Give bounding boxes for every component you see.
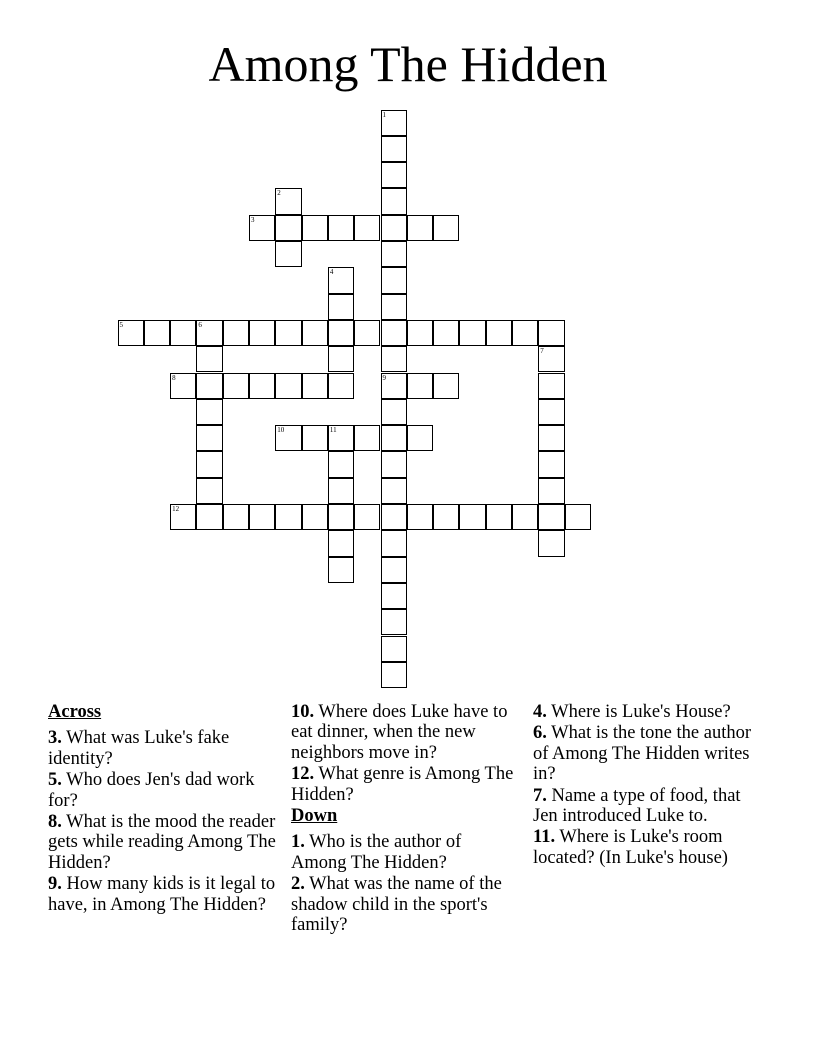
- grid-cell[interactable]: [381, 478, 407, 504]
- grid-cell[interactable]: [381, 188, 407, 214]
- grid-cell[interactable]: [381, 346, 407, 372]
- clue-number: 9: [382, 373, 386, 382]
- clue-number-label: 1.: [291, 832, 305, 853]
- grid-cell[interactable]: [538, 399, 564, 425]
- clue-number: 2: [277, 189, 281, 198]
- grid-cell[interactable]: [249, 373, 275, 399]
- grid-cell[interactable]: [170, 320, 196, 346]
- grid-cell[interactable]: [196, 399, 222, 425]
- grid-cell[interactable]: [196, 478, 222, 504]
- grid-cell[interactable]: [538, 530, 564, 556]
- grid-cell[interactable]: [538, 451, 564, 477]
- clue-text: What was the name of the shadow child in the sport's family?: [291, 874, 502, 936]
- grid-cell[interactable]: [328, 478, 354, 504]
- clue-number-label: 9.: [48, 874, 62, 895]
- clue-text: Where is Luke's room located? (In Luke's house): [533, 827, 728, 868]
- grid-cell[interactable]: [223, 320, 249, 346]
- grid-cell[interactable]: [328, 425, 354, 451]
- clue-number-label: 3.: [48, 728, 62, 749]
- grid-cell[interactable]: [275, 425, 301, 451]
- grid-cell[interactable]: [381, 215, 407, 241]
- grid-cell[interactable]: [433, 504, 459, 530]
- grid-cell[interactable]: [381, 241, 407, 267]
- grid-cell[interactable]: [249, 215, 275, 241]
- clue-column-2: [291, 702, 519, 936]
- grid-cell[interactable]: [538, 504, 564, 530]
- grid-cell[interactable]: [459, 504, 485, 530]
- clue-text: What genre is Among The Hidden?: [291, 764, 514, 805]
- clue-number: 10: [277, 426, 285, 435]
- grid-cell[interactable]: [407, 425, 433, 451]
- grid-cell[interactable]: [381, 294, 407, 320]
- clue-item: [48, 812, 276, 873]
- grid-cell[interactable]: [381, 636, 407, 662]
- grid-cell[interactable]: [328, 373, 354, 399]
- grid-cell[interactable]: [538, 373, 564, 399]
- grid-cell[interactable]: [538, 320, 564, 346]
- clue-text: What is the tone the author of Among The Hidden writes in?: [533, 723, 752, 785]
- grid-cell[interactable]: [381, 557, 407, 583]
- clue-number: 7: [540, 347, 544, 356]
- clue-number-label: 6.: [533, 723, 547, 744]
- grid-cell[interactable]: [381, 583, 407, 609]
- clue-number: 11: [329, 426, 337, 435]
- grid-cell[interactable]: [407, 215, 433, 241]
- clue-number-label: 12.: [291, 764, 315, 785]
- grid-cell[interactable]: [354, 425, 380, 451]
- grid-cell[interactable]: [275, 188, 301, 214]
- grid-cell[interactable]: [196, 451, 222, 477]
- grid-cell[interactable]: [381, 110, 407, 136]
- grid-cell[interactable]: [223, 373, 249, 399]
- grid-cell[interactable]: [381, 425, 407, 451]
- grid-cell[interactable]: [275, 504, 301, 530]
- grid-cell[interactable]: [328, 320, 354, 346]
- grid-cell[interactable]: [302, 373, 328, 399]
- clue-number-label: 2.: [291, 874, 305, 895]
- grid-cell[interactable]: [381, 373, 407, 399]
- down-heading: Down: [291, 806, 338, 827]
- grid-cell[interactable]: [512, 320, 538, 346]
- grid-cell[interactable]: [249, 320, 275, 346]
- grid-cell[interactable]: [354, 215, 380, 241]
- clue-item: [533, 723, 761, 784]
- clue-number: 4: [329, 268, 334, 277]
- grid-cell[interactable]: [381, 662, 407, 688]
- grid-cell[interactable]: [328, 557, 354, 583]
- grid-cell[interactable]: [381, 267, 407, 293]
- grid-cell[interactable]: [328, 346, 354, 372]
- grid-cell[interactable]: [354, 320, 380, 346]
- grid-cell[interactable]: [328, 530, 354, 556]
- grid-cell[interactable]: [118, 320, 144, 346]
- grid-cell[interactable]: [196, 320, 222, 346]
- clue-item: [291, 764, 519, 805]
- grid-cell[interactable]: [433, 215, 459, 241]
- grid-cell[interactable]: [381, 162, 407, 188]
- clue-item: [291, 832, 519, 873]
- clue-column-1: [48, 702, 276, 916]
- clue-text: What was Luke's fake identity?: [48, 728, 230, 769]
- grid-cell[interactable]: [196, 346, 222, 372]
- clue-text: Who is the author of Among The Hidden?: [291, 832, 462, 873]
- clue-number-label: 5.: [48, 770, 62, 791]
- clue-number: 6: [198, 320, 202, 329]
- grid-cell[interactable]: [328, 451, 354, 477]
- grid-cell[interactable]: [196, 425, 222, 451]
- clue-number-label: 10.: [291, 702, 315, 722]
- grid-cell[interactable]: [381, 399, 407, 425]
- clue-number: 8: [172, 373, 176, 382]
- grid-cell[interactable]: [328, 267, 354, 293]
- grid-cell[interactable]: [328, 215, 354, 241]
- clue-item: [291, 874, 519, 935]
- grid-cell[interactable]: [538, 346, 564, 372]
- clue-number-label: 4.: [533, 702, 547, 722]
- across-heading: Across: [48, 702, 102, 722]
- clue-item: [48, 728, 276, 769]
- grid-cell[interactable]: [275, 241, 301, 267]
- grid-cell[interactable]: [249, 504, 275, 530]
- clue-item: [291, 702, 519, 763]
- clue-item: [48, 770, 276, 811]
- grid-cell[interactable]: [170, 373, 196, 399]
- clue-number: 3: [251, 215, 255, 224]
- grid-cell[interactable]: [302, 320, 328, 346]
- clue-item: [48, 874, 276, 915]
- clue-number: 5: [119, 320, 123, 329]
- clue-number-label: 8.: [48, 812, 62, 833]
- grid-cell[interactable]: [486, 320, 512, 346]
- grid-cell[interactable]: [144, 320, 170, 346]
- grid-cell[interactable]: [381, 320, 407, 346]
- grid-cell[interactable]: [170, 504, 196, 530]
- clue-item: [533, 786, 761, 827]
- clue-text: Where does Luke have to eat dinner, when the new neighbors move in?: [291, 702, 508, 763]
- grid-cell[interactable]: [302, 215, 328, 241]
- grid-cell[interactable]: [407, 504, 433, 530]
- grid-cell[interactable]: [196, 373, 222, 399]
- grid-cell[interactable]: [381, 136, 407, 162]
- clue-text: How many kids is it legal to have, in Among The Hidden?: [48, 874, 276, 915]
- grid-cell[interactable]: [433, 320, 459, 346]
- grid-cell[interactable]: [381, 609, 407, 635]
- clue-text: Where is Luke's House?: [546, 702, 731, 722]
- grid-cell[interactable]: [538, 425, 564, 451]
- grid-cell[interactable]: [275, 215, 301, 241]
- clue-number: 1: [382, 110, 386, 119]
- grid-cell[interactable]: [433, 373, 459, 399]
- clue-number-label: 7.: [533, 785, 547, 806]
- clue-text: What is the mood the reader gets while reading Among The Hidden?: [48, 812, 276, 873]
- grid-cell[interactable]: [565, 504, 591, 530]
- grid-cell[interactable]: [512, 504, 538, 530]
- grid-cell[interactable]: [407, 320, 433, 346]
- grid-cell[interactable]: [328, 504, 354, 530]
- grid-cell[interactable]: [223, 504, 249, 530]
- grid-cell[interactable]: [354, 504, 380, 530]
- clue-item: [533, 702, 761, 722]
- clue-item: [533, 827, 761, 868]
- grid-cell[interactable]: [196, 504, 222, 530]
- puzzle-title: Among The Hidden: [208, 36, 608, 92]
- grid-cell[interactable]: [538, 478, 564, 504]
- clue-text: Name a type of food, that Jen introduced Luke to.: [533, 785, 741, 827]
- grid-cell[interactable]: [486, 504, 512, 530]
- clue-number: 12: [172, 505, 180, 513]
- grid-cell[interactable]: [381, 451, 407, 477]
- grid-cell[interactable]: [328, 294, 354, 320]
- clue-number-label: 11.: [533, 827, 556, 848]
- grid-cell[interactable]: [275, 320, 301, 346]
- grid-cell[interactable]: [302, 504, 328, 530]
- clue-text: Who does Jen's dad work for?: [48, 770, 255, 811]
- grid-cell[interactable]: [459, 320, 485, 346]
- grid-cell[interactable]: [275, 373, 301, 399]
- grid-cell[interactable]: [381, 530, 407, 556]
- clue-column-3: [533, 702, 761, 869]
- grid-cell[interactable]: [381, 504, 407, 530]
- grid-cell[interactable]: [407, 373, 433, 399]
- grid-cell[interactable]: [302, 425, 328, 451]
